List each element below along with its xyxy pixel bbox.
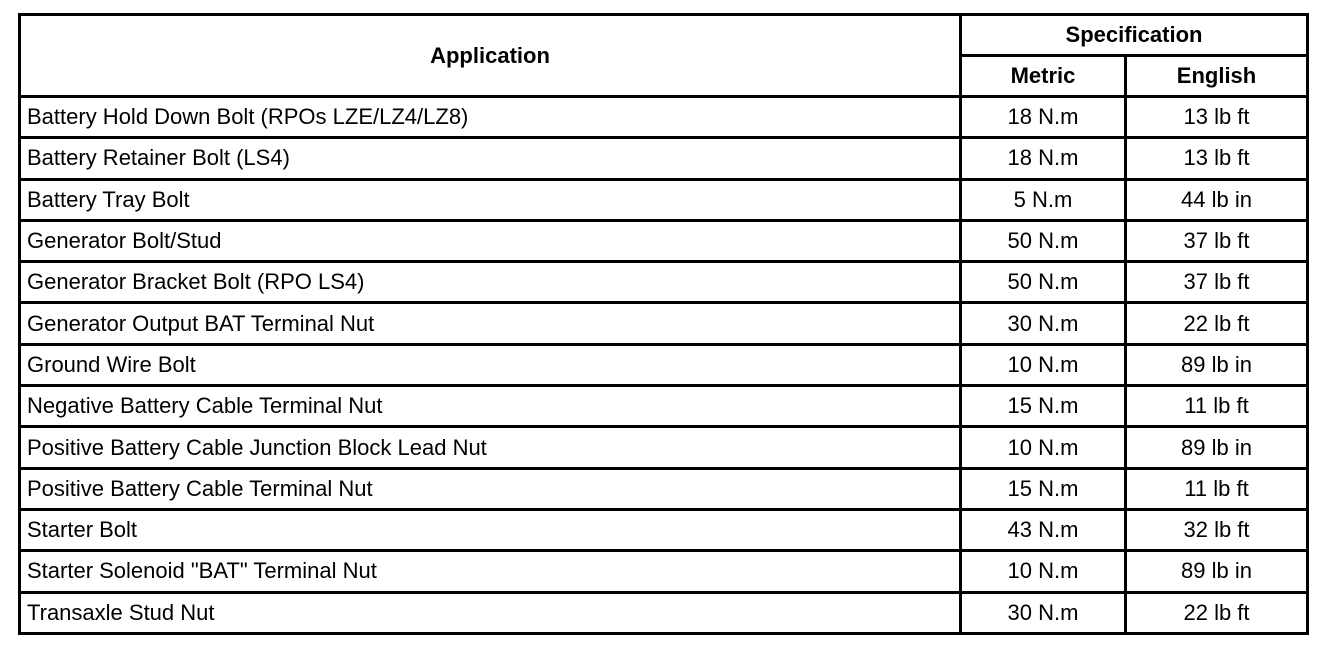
application-cell: Positive Battery Cable Terminal Nut: [20, 468, 961, 509]
table-row: [20, 344, 1308, 385]
metric-cell: 15 N.m: [961, 386, 1126, 427]
metric-cell: 30 N.m: [961, 303, 1126, 344]
application-cell: Generator Bolt/Stud: [20, 220, 961, 261]
application-cell: Ground Wire Bolt: [20, 344, 961, 385]
metric-cell: 18 N.m: [961, 97, 1126, 138]
metric-cell: 18 N.m: [961, 138, 1126, 179]
table-row: [20, 220, 1308, 261]
english-cell: 11 lb ft: [1126, 386, 1308, 427]
metric-cell: 5 N.m: [961, 179, 1126, 220]
specification-header: Specification: [961, 15, 1308, 56]
application-cell: Negative Battery Cable Terminal Nut: [20, 386, 961, 427]
application-cell: Starter Solenoid "BAT" Terminal Nut: [20, 551, 961, 592]
table-row: [20, 303, 1308, 344]
table-row: [20, 262, 1308, 303]
application-cell: Transaxle Stud Nut: [20, 592, 961, 633]
application-cell: Positive Battery Cable Junction Block Lead Nut: [20, 427, 961, 468]
table-row: [20, 509, 1308, 550]
english-cell: 89 lb in: [1126, 427, 1308, 468]
english-cell: 89 lb in: [1126, 344, 1308, 385]
english-header: English: [1126, 56, 1308, 97]
application-cell: Starter Bolt: [20, 509, 961, 550]
table-row: [20, 592, 1308, 633]
english-cell: 13 lb ft: [1126, 97, 1308, 138]
english-cell: 44 lb in: [1126, 179, 1308, 220]
table-row: [20, 179, 1308, 220]
application-cell: Battery Hold Down Bolt (RPOs LZE/LZ4/LZ8): [20, 97, 961, 138]
table-row: [20, 551, 1308, 592]
metric-cell: 50 N.m: [961, 220, 1126, 261]
metric-header: Metric: [961, 56, 1126, 97]
metric-cell: 10 N.m: [961, 551, 1126, 592]
english-cell: 11 lb ft: [1126, 468, 1308, 509]
application-cell: Generator Bracket Bolt (RPO LS4): [20, 262, 961, 303]
metric-cell: 50 N.m: [961, 262, 1126, 303]
english-cell: 13 lb ft: [1126, 138, 1308, 179]
application-cell: Battery Retainer Bolt (LS4): [20, 138, 961, 179]
application-header: Application: [20, 15, 961, 97]
metric-cell: 10 N.m: [961, 427, 1126, 468]
metric-cell: 10 N.m: [961, 344, 1126, 385]
english-cell: 32 lb ft: [1126, 509, 1308, 550]
header-row-top: [20, 15, 1308, 56]
metric-cell: 15 N.m: [961, 468, 1126, 509]
table-row: [20, 427, 1308, 468]
table-row: [20, 138, 1308, 179]
metric-cell: 30 N.m: [961, 592, 1126, 633]
english-cell: 22 lb ft: [1126, 303, 1308, 344]
table-row: [20, 468, 1308, 509]
application-cell: Generator Output BAT Terminal Nut: [20, 303, 961, 344]
english-cell: 37 lb ft: [1126, 220, 1308, 261]
application-cell: Battery Tray Bolt: [20, 179, 961, 220]
metric-cell: 43 N.m: [961, 509, 1126, 550]
english-cell: 22 lb ft: [1126, 592, 1308, 633]
table-row: [20, 386, 1308, 427]
fastener-specification-table: [18, 13, 1309, 635]
english-cell: 89 lb in: [1126, 551, 1308, 592]
table-row: [20, 97, 1308, 138]
english-cell: 37 lb ft: [1126, 262, 1308, 303]
